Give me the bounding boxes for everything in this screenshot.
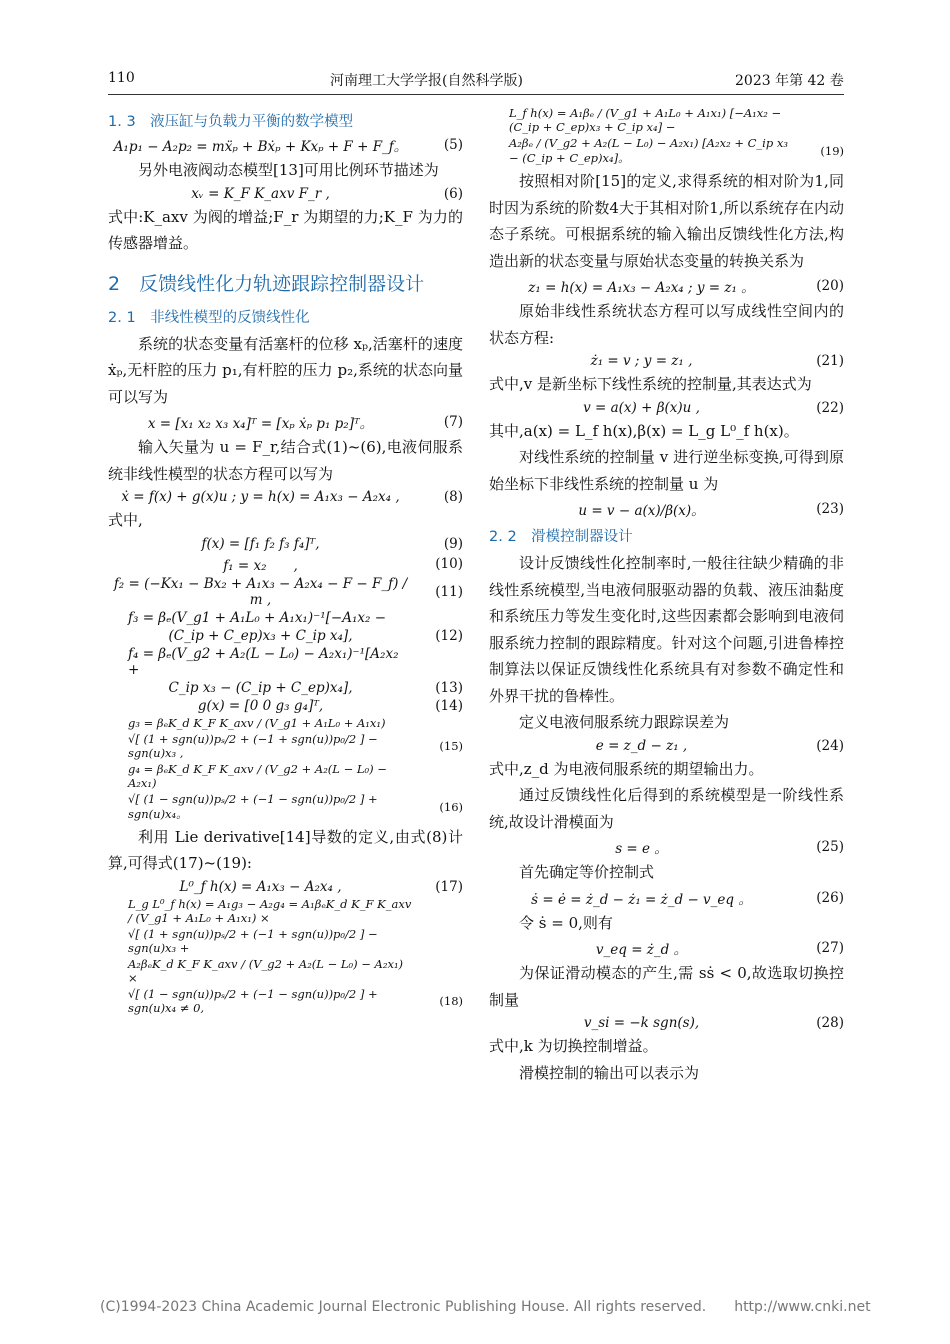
equation-body: √[ (1 + sgn(u))pₛ/2 + (−1 + sgn(u))p₀/2 ] − sgn(u)x₃ ,	[128, 731, 378, 760]
equation-number: (17)	[435, 878, 463, 895]
equation	[489, 1015, 844, 1031]
equation	[108, 646, 463, 678]
equation-body: f(x) = [f₁ f₂ f₃ f₄]ᵀ,	[201, 535, 320, 552]
equation-body: f₁ = x₂ ,	[223, 557, 298, 574]
equation	[489, 136, 844, 166]
equation-body: z₁ = h(x) = A₁x₃ − A₂x₄ ; y = z₁ 。	[528, 280, 755, 296]
equation-number: (8)	[443, 489, 463, 505]
equation-number: (9)	[443, 535, 463, 552]
equation	[108, 762, 463, 790]
paragraph: 设计反馈线性化控制率时,一般往往缺少精确的非线性系统模型,当电液伺服驱动器的负载、液压油黏度和系统压力等发生变化时,这些因素都会影响到电液伺服系统力控制的跟踪精度。针对这个问题,引进鲁棒控制算法以保证反馈线性化系统具有对参数不确定性和外界干扰的鲁棒性。	[489, 554, 844, 705]
equation	[489, 888, 844, 908]
equation-body: e = z_d − z₁ ,	[595, 737, 688, 754]
equation-number: (6)	[443, 185, 463, 202]
equation-number: (15)	[439, 738, 463, 753]
paragraph: 为保证滑动模态的产生,需 sṡ < 0,故选取切换控制量	[489, 964, 844, 1009]
equation-number: (11)	[435, 583, 463, 600]
paragraph: 原始非线性系统状态方程可以写成线性空间内的状态方程:	[489, 302, 844, 347]
equation	[108, 897, 463, 925]
equation-number: (7)	[443, 414, 463, 430]
equation-number: (13)	[435, 679, 463, 696]
equation-number: (27)	[816, 940, 844, 956]
paragraph: 按照相对阶[15]的定义,求得系统的相对阶为1,同时因为系统的阶数4大于其相对阶1,所以系统存在内动态子系统。可根据系统的输入输出反馈线性化方法,构造出新的状态变量与原始状态变量的转换关系为	[489, 172, 844, 270]
equation	[108, 186, 463, 202]
equation	[108, 792, 463, 822]
paragraph: 系统的状态变量有活塞杆的位移 xₚ,活塞杆的速度 ẋₚ,无杆腔的压力 p₁,有杆腔的压力 p₂,系统的状态向量可以写为	[108, 334, 463, 406]
equation	[489, 400, 844, 416]
equation	[108, 628, 463, 644]
paragraph: 式中:K_axv 为阀的增益;F_r 为期望的力;K_F 为力的传感器增益。	[108, 207, 463, 252]
equation-body: s = e 。	[615, 841, 668, 857]
equation	[489, 738, 844, 754]
equation-number: (12)	[435, 627, 463, 644]
subsection-heading: 2. 2 滑模控制器设计	[489, 529, 633, 545]
header-rule	[108, 94, 844, 95]
equation-number: (22)	[816, 399, 844, 416]
equation	[108, 576, 463, 608]
equation	[489, 106, 844, 134]
equation-body: √[ (1 − sgn(u))pₛ/2 + (−1 − sgn(u))p₀/2 ] + sgn(u)x₄ ≠ 0,	[128, 986, 378, 1015]
paragraph: 定义电液伺服系统力跟踪误差为	[519, 713, 730, 731]
equation	[108, 879, 463, 895]
equation-number: (18)	[439, 993, 463, 1008]
equation-body: A₂βₑ / (V_g2 + A₂(L − L₀) − A₂x₁) [A₂x₂ + C_ip x₃ − (C_ip + C_ep)x₄]。	[509, 136, 788, 165]
equation-body: A₁p₁ − A₂p₂ = mẍₚ + Bẋₚ + Kxₚ + F + F_f。	[113, 139, 408, 155]
equation-number: (20)	[816, 278, 844, 294]
equation-number: (23)	[816, 501, 844, 517]
paragraph: 利用 Lie derivative[14]导数的定义,由式(8)计算,可得式(17)~(19):	[108, 827, 463, 872]
equation-body: √[ (1 + sgn(u))pₛ/2 + (−1 + sgn(u))p₀/2 ] − sgn(u)x₃ +	[128, 926, 378, 955]
equation-body: v_eq = ż_d 。	[595, 942, 688, 958]
equation	[108, 732, 463, 760]
equation	[108, 135, 463, 155]
equation-body: v_si = −k sgn(s),	[583, 1015, 700, 1031]
equation-body: g₄ = βₑK_d K_F K_axv / (V_g2 + A₂(L − L₀) − A₂x₁)	[128, 761, 387, 790]
equation-number: (5)	[443, 137, 463, 153]
equation-number: (24)	[816, 737, 844, 754]
equation-number: (28)	[816, 1015, 844, 1031]
page-number: 110	[108, 70, 135, 86]
equation-number: (21)	[816, 353, 844, 369]
left-column	[108, 104, 463, 1017]
equation-body: A₂βₑK_d K_F K_axv / (V_g2 + A₂(L − L₀) − A₂x₁) ×	[128, 956, 404, 985]
equation-number: (16)	[439, 799, 463, 814]
equation-number: (26)	[816, 889, 844, 906]
equation-body: xᵥ = K_F K_axv F_r ,	[191, 185, 330, 202]
paragraph: 通过反馈线性化后得到的系统模型是一阶线性系统,故设计滑模面为	[489, 786, 844, 831]
paragraph: 另外电液阀动态模型[13]可用比例环节描述为	[138, 161, 439, 179]
subsection-heading: 1. 3 液压缸与负载力平衡的数学模型	[108, 114, 354, 130]
equation-body: ż₁ = v ; y = z₁ ,	[590, 353, 693, 369]
equation	[108, 716, 463, 730]
equation	[108, 987, 463, 1015]
equation-body: C_ip x₃ − (C_ip + C_ep)x₄],	[168, 679, 353, 696]
paragraph: 式中,k 为切换控制增益。	[489, 1037, 658, 1055]
equation-body: f₃ = βₑ(V_g1 + A₁L₀ + A₁x₁)⁻¹[−A₁x₂ −	[128, 609, 387, 626]
paragraph: 输入矢量为 u = F_r,结合式(1)~(6),电液伺服系统非线性模型的状态方程可以写为	[108, 438, 463, 483]
issue-label: 2023 年第 42 卷	[735, 73, 844, 89]
equation-number: (19)	[820, 144, 844, 158]
equation	[489, 499, 844, 519]
equation-body: ṡ = ė = ż_d − ż₁ = ż_d − v_eq 。	[531, 891, 752, 908]
equation	[108, 489, 463, 505]
equation	[108, 554, 463, 574]
journal-title: 河南理工大学学报(自然科学版)	[330, 73, 523, 89]
paragraph: 令 ṡ = 0,则有	[519, 913, 613, 932]
equation-body: L⁰_f h(x) = A₁x₃ − A₂x₄ ,	[179, 878, 342, 895]
equation	[489, 276, 844, 296]
paragraph: 其中,a(x) = L_f h(x),β(x) = L_g L⁰_f h(x)。	[489, 421, 799, 440]
equation	[489, 938, 844, 958]
equation-number: (10)	[435, 555, 463, 572]
equation	[108, 927, 463, 955]
paragraph: 式中,	[108, 511, 143, 529]
equation-body: L_f h(x) = A₁βₑ / (V_g1 + A₁L₀ + A₁x₁) [−A₁x₂ − (C_ip + C_ep)x₃ + C_ip x₄] −	[509, 106, 782, 134]
equation-body: √[ (1 − sgn(u))pₛ/2 + (−1 − sgn(u))p₀/2 ] + sgn(u)x₄。	[128, 791, 378, 821]
equation-body: (C_ip + C_ep)x₃ + C_ip x₄],	[168, 627, 353, 644]
right-column	[489, 104, 844, 1086]
equation-body: v = a(x) + β(x)u ,	[583, 399, 700, 416]
equation	[108, 610, 463, 626]
equation-body: f₄ = βₑ(V_g2 + A₂(L − L₀) − A₂x₁)⁻¹[A₂x₂ +	[128, 645, 399, 678]
paragraph: 对线性系统的控制量 v 进行逆坐标变换,可得到原始坐标下非线性系统的控制量 u 为	[489, 448, 844, 493]
equation-body: f₂ = (−Kx₁ − Bx₂ + A₁x₃ − A₂x₄ − F − F_f) / m ,	[113, 575, 408, 608]
equation-body: g₃ = βₑK_d K_F K_axv / (V_g1 + A₁L₀ + A₁x₁)	[128, 715, 386, 730]
equation-body: u = v − a(x)/β(x)。	[578, 503, 705, 519]
equation	[108, 957, 463, 985]
equation-number: (25)	[816, 839, 844, 855]
paragraph: 式中,z_d 为电液伺服系统的期望输出力。	[489, 759, 764, 778]
equation-body: g(x) = [0 0 g₃ g₄]ᵀ,	[197, 697, 324, 714]
equation-number: (14)	[435, 697, 463, 714]
equation	[108, 412, 463, 432]
paragraph: 式中,v 是新坐标下线性系统的控制量,其表达式为	[489, 375, 812, 393]
equation-body: x = [x₁ x₂ x₃ x₄]ᵀ = [xₚ ẋₚ p₁ p₂]ᵀ。	[147, 416, 374, 432]
copyright-footer: (C)1994-2023 China Academic Journal Electronic Publishing House. All rights reserved. http://www.cnki.net	[100, 1299, 871, 1315]
equation	[489, 353, 844, 369]
equation-body: L_g L⁰_f h(x) = A₁g₃ − A₂g₄ = A₁βₑK_d K_F K_axv / (V_g1 + A₁L₀ + A₁x₁) ×	[128, 896, 412, 925]
equation-body: ẋ = f(x) + g(x)u ; y = h(x) = A₁x₃ − A₂x₄ ,	[121, 489, 400, 505]
paragraph: 滑模控制的输出可以表示为	[519, 1063, 700, 1082]
subsection-heading: 2. 1 非线性模型的反馈线性化	[108, 309, 310, 326]
equation	[108, 680, 463, 696]
equation	[489, 837, 844, 857]
paragraph: 首先确定等价控制式	[519, 863, 655, 881]
equation	[108, 698, 463, 714]
equation	[108, 536, 463, 552]
section-heading: 2 反馈线性化力轨迹跟踪控制器设计	[108, 272, 425, 295]
